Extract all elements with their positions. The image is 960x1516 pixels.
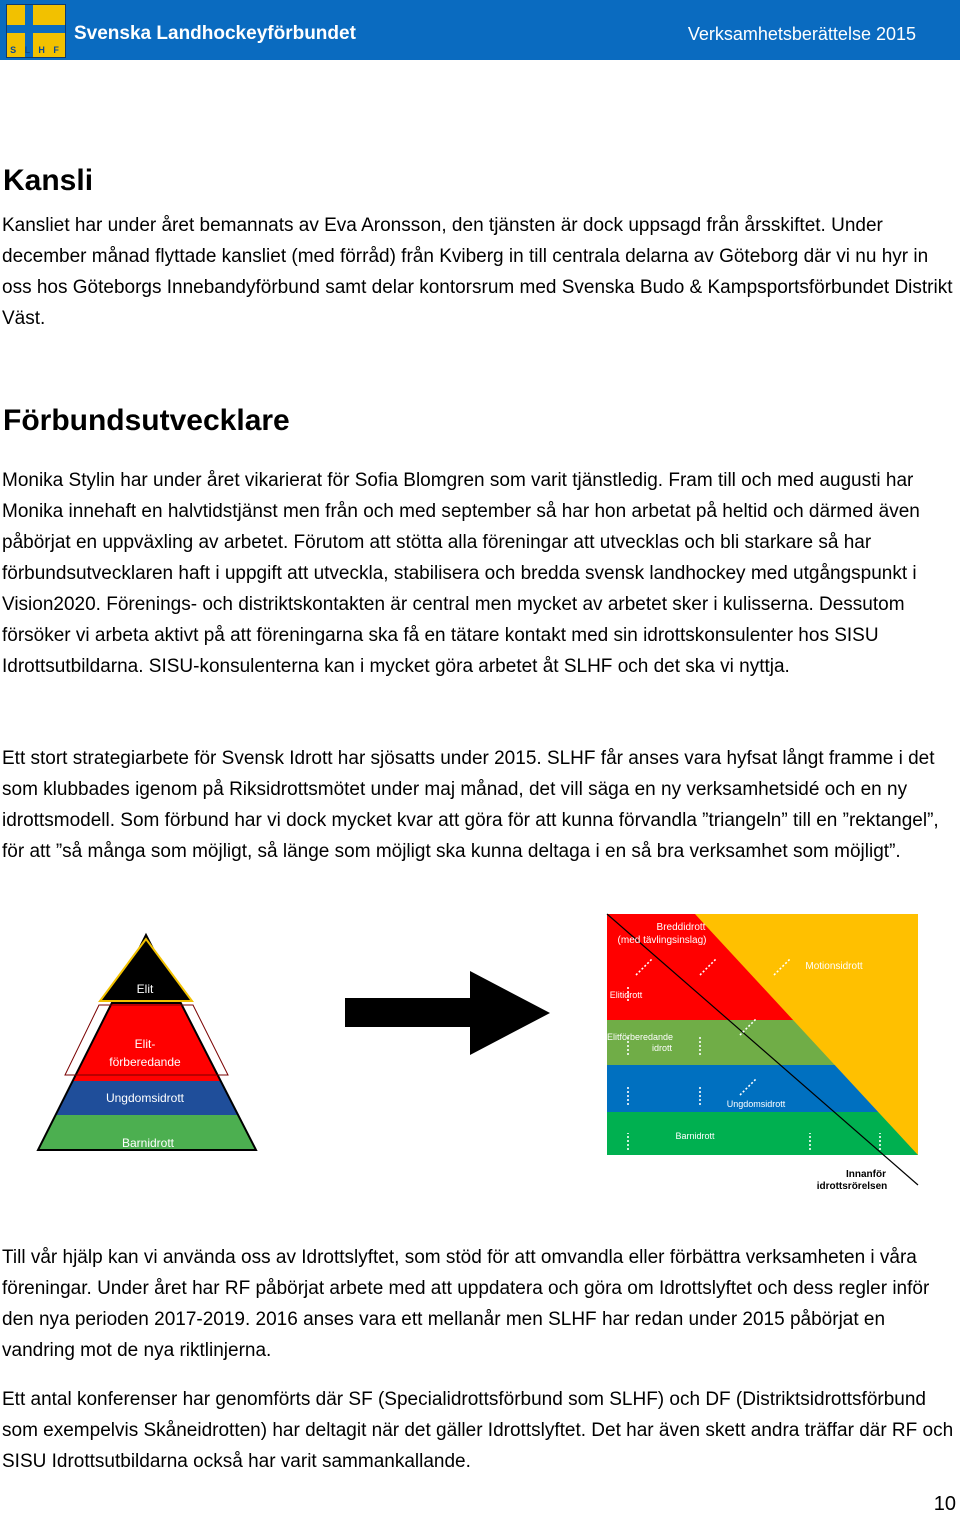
paragraph-idrottslyftet-2: Ett antal konferenser har genomförts där SF (Specialidrottsförbund som SLHF) och DF (Distriktsidrottsförbund som exempelvis Skåneidrotten) har deltagit när det gäller Idrottslyftet. Det har även skett andra träffar där RF och SISU Idrottsutbildarna också har varit sammankallande. [2, 1389, 954, 1472]
rect-label-ungdomsidrott: Ungdomsidrott [726, 1099, 786, 1109]
triangle-to-rectangle-diagram [0, 905, 960, 1205]
heading-forbundsutvecklare: Förbundsutvecklare [3, 404, 290, 437]
rect-label-breddidrott-sub: (med tävlingsinslag) [617, 935, 707, 946]
pyramid [0, 905, 300, 1155]
rect-label-motionsidrott: Motionsidrott [805, 961, 863, 972]
logo-text: S L H F [10, 45, 62, 55]
page-header [0, 0, 960, 60]
rect-label-innanfor-1: Innanför [846, 1169, 886, 1180]
pyramid-label-elitforb-2: förberedande [109, 1055, 181, 1069]
organization-name: Svenska Landhockeyförbundet [74, 23, 356, 44]
paragraph-forbundsutvecklare-1: Monika Stylin har under året vikarierat för Sofia Blomgren som varit tjänstledig. Fram till och med augusti har Monika innehaft en halvtidstjänst men från och med september så har hon arbetat på heltid och därmed även påbörjat en uppväxling av arbetet. Förutom att stötta alla föreningar att utvecklas och bli starkare så har förbundsutvecklaren haft i uppgift att utveckla, stabilisera och bredda svensk landhockey med utgångspunkt i Vision2020. Förenings- och distriktskontakten är central men mycket av arbetet sker i kulisserna. Dessutom försöker vi arbeta aktivt på att föreningarna ska få en tätare kontakt med sin idrottskonsulenter hos SISU Idrottsutbildarna. SISU-konsulenterna kan i mycket göra arbetet åt SLHF och det ska vi nyttja. [2, 470, 920, 677]
paragraph-idrottslyftet-1: Till vår hjälp kan vi använda oss av Idrottslyftet, som stöd för att omvandla eller förbättra verksamheten i våra föreningar. Under året har RF påbörjat arbete med att uppdatera och göra om Idrottslyftet och dess regler inför den nya perioden 2017-2019. 2016 anses vara ett mellanår men SLHF har redan under 2015 påbörjat en vandring mot de nya riktlinjerna. [2, 1247, 930, 1361]
paragraph-forbundsutvecklare-2: Ett stort strategiarbete för Svensk Idrott har sjösatts under 2015. SLHF får anses vara hyfsat långt framme i det som klubbades igenom på Riksidrottsmötet under maj månad, det vill säga en ny verksamhetsidé och en ny idrottsmodell. Som förbund har vi dock mycket kvar att göra för att kunna förvandla ”triangeln” till en ”rektangel”, för att ”så många som möjligt, så länge som möjligt ska kunna deltaga i en så bra verksamhet som möjligt”. [2, 748, 939, 862]
pyramid-label-barnidrott: Barnidrott [121, 1136, 175, 1150]
report-title: Verksamhetsberättelse 2015 [687, 24, 916, 44]
rect-label-breddidrott: Breddidrott [656, 922, 706, 933]
rect-label-elitidrott: Elitidrott [609, 990, 643, 1000]
pyramid-label-elit: Elit [136, 982, 154, 996]
rect-label-elitforb-1: Elitförberedande [606, 1032, 674, 1042]
rect-label-innanfor-2: idrottsrörelsen [816, 1181, 888, 1192]
pyramid-label-ungdomsidrott: Ungdomsidrott [105, 1091, 185, 1105]
paragraph-kansli: Kansliet har under året bemannats av Eva Aronsson, den tjänsten är dock uppsagd från årsskiftet. Under december månad flyttade kansliet (med förråd) från Kviberg in till centrala delarna av Göteborg där vi nu hyr in oss hos Göteborgs Innebandyförbund samt delar kontorsrum med Svenska Budo & Kampsportsförbundet Distrikt Väst. [2, 215, 953, 329]
transform-arrow [345, 971, 550, 1055]
page-number: 10 [933, 1493, 956, 1515]
pyramid-label-elitforb-1: Elit- [134, 1037, 156, 1051]
slhf-logo [6, 4, 66, 58]
rect-barnidrott-band [607, 1112, 918, 1155]
rect-label-barnidrott: Barnidrott [675, 1131, 715, 1141]
rect-label-elitforb-2: idrott [651, 1043, 673, 1053]
heading-kansli: Kansli [3, 164, 94, 197]
rectangle-model [607, 914, 918, 1192]
